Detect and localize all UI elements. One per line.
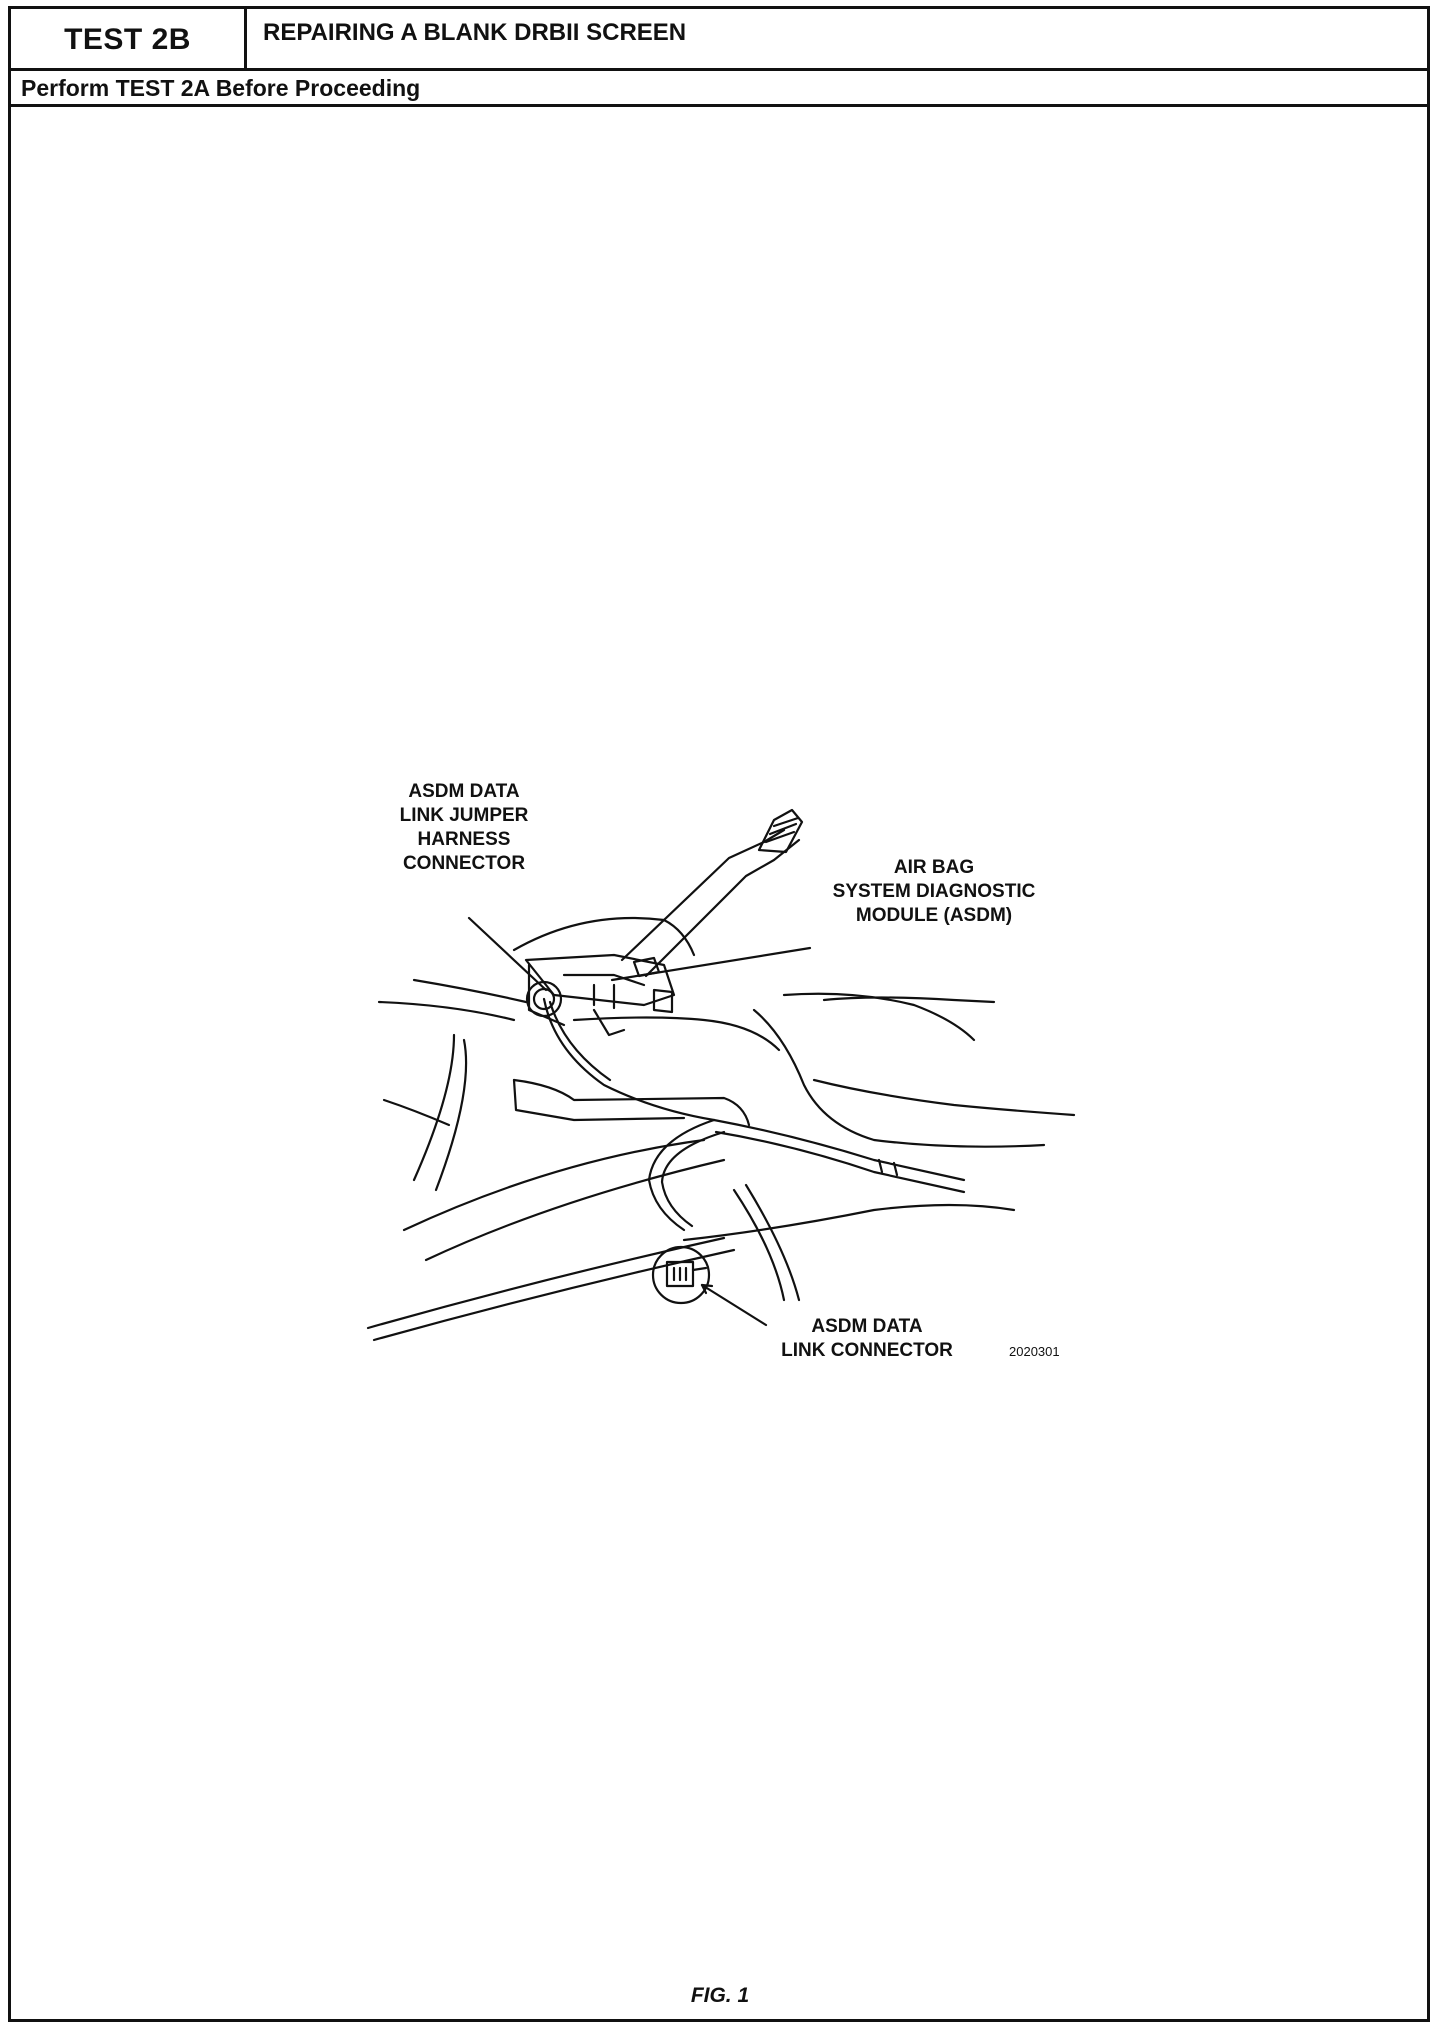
prerequisite-text: Perform TEST 2A Before Proceeding	[21, 75, 421, 101]
callout-jumper-harness-connector: ASDM DATA LINK JUMPER HARNESS CONNECTOR	[399, 781, 529, 874]
test-title: REPAIRING A BLANK DRBII SCREEN	[263, 19, 687, 46]
figure-illustration	[354, 780, 1084, 1370]
test-header	[11, 9, 1427, 71]
callout-diagnostic-module: AIR BAG SYSTEM DIAGNOSTIC MODULE (ASDM)	[832, 857, 1036, 926]
test-id: TEST 2B	[11, 9, 247, 71]
figure-number: 2020301	[1009, 1344, 1060, 1359]
figure-caption: FIG. 1	[690, 1984, 750, 2007]
callout-data-link-connector: ASDM DATA LINK CONNECTOR	[781, 1316, 953, 1361]
prerequisite-row	[11, 71, 1427, 107]
